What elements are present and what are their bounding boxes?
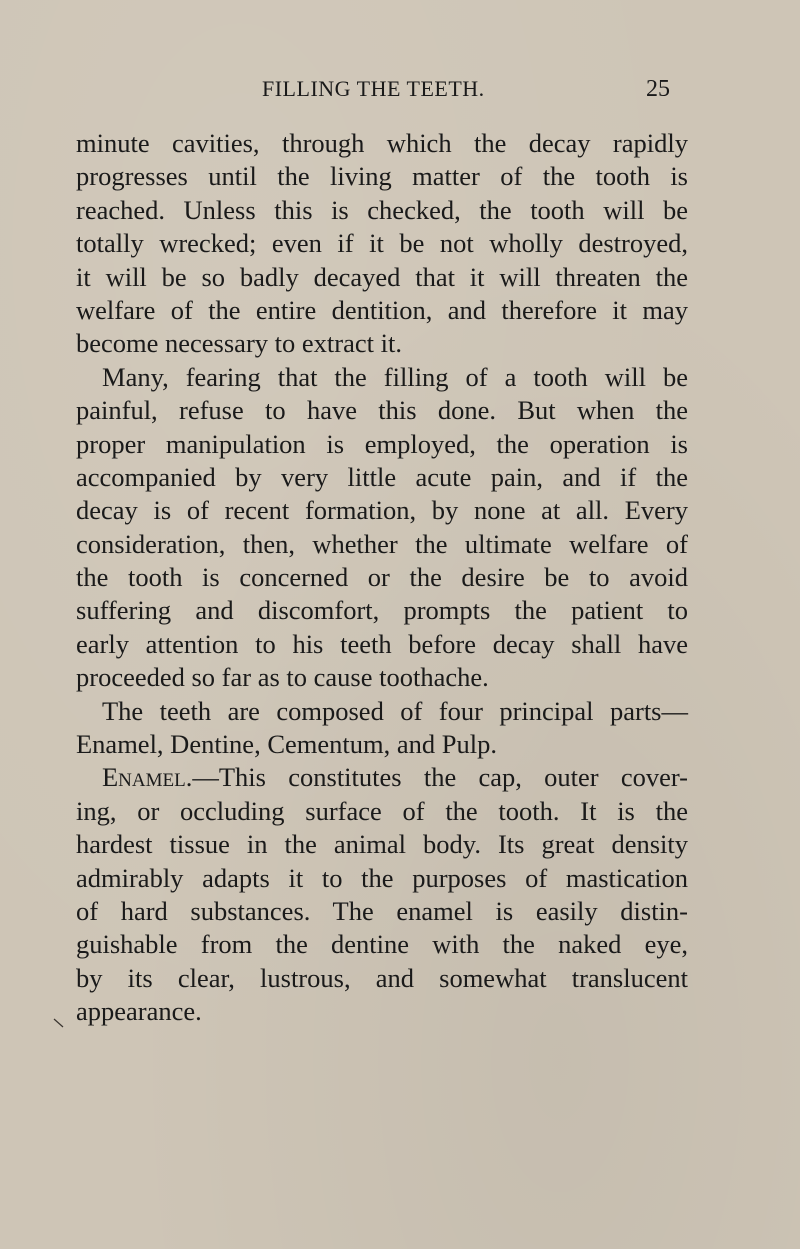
text-line: hardest tissue in the animal body. Its great density: [76, 829, 688, 860]
text-line: proper manipulation is employed, the operation is: [76, 428, 688, 459]
body-text: [76, 127, 688, 1029]
text-line: minute cavities, through which the decay rapidly: [76, 128, 688, 158]
text-line: welfare of the entire dentition, and therefore it may: [76, 294, 688, 325]
text-line: reached. Unless this is checked, the tooth will be: [76, 194, 688, 225]
text-line: early attention to his teeth before decay shall have: [76, 628, 688, 659]
page-number: 25: [646, 76, 670, 102]
text-line: decay is of recent formation, by none at all. Every: [76, 495, 688, 526]
text-line: suffering and discomfort, prompts the patient to: [76, 595, 688, 626]
enamel-paragraph-opening: [76, 761, 688, 794]
text-line: proceeded so far as to cause toothache.: [76, 662, 489, 693]
text-line: it will be so badly decayed that it will threaten the: [76, 261, 688, 292]
paper-speck: [52, 1016, 66, 1030]
text-line: totally wrecked; even if it be not wholly destroyed,: [76, 228, 688, 259]
text-line: Many, fearing that the filling of a tooth will be: [102, 361, 688, 392]
enamel-opening-text: —This constitutes the cap, outer cover-: [192, 762, 688, 793]
text-line: Enamel, Dentine, Cementum, and Pulp.: [76, 729, 497, 760]
text-line: become necessary to extract it.: [76, 328, 402, 359]
running-head: [0, 72, 800, 108]
text-line: accompanied by very little acute pain, and if the: [76, 461, 688, 492]
text-line: consideration, then, whether the ultimate welfare of: [76, 528, 688, 559]
text-line: painful, refuse to have this done. But when the: [76, 395, 688, 426]
text-line: progresses until the living matter of the tooth is: [76, 161, 688, 192]
running-title: FILLING THE TEETH.: [262, 76, 485, 101]
text-line: the tooth is concerned or the desire be to avoid: [76, 562, 688, 593]
text-line: admirably adapts it to the purposes of mastication: [76, 862, 688, 893]
text-line: by its clear, lustrous, and somewhat translucent: [76, 962, 688, 993]
text-line: guishable from the dentine with the naked eye,: [76, 929, 688, 960]
enamel-heading: Enamel.: [102, 762, 193, 793]
text-line: The teeth are composed of four principal parts—: [102, 695, 688, 726]
text-line: ing, or occluding surface of the tooth. It is the: [76, 795, 688, 826]
text-line: of hard substances. The enamel is easily distin-: [76, 895, 688, 926]
text-line: appearance.: [76, 996, 202, 1027]
